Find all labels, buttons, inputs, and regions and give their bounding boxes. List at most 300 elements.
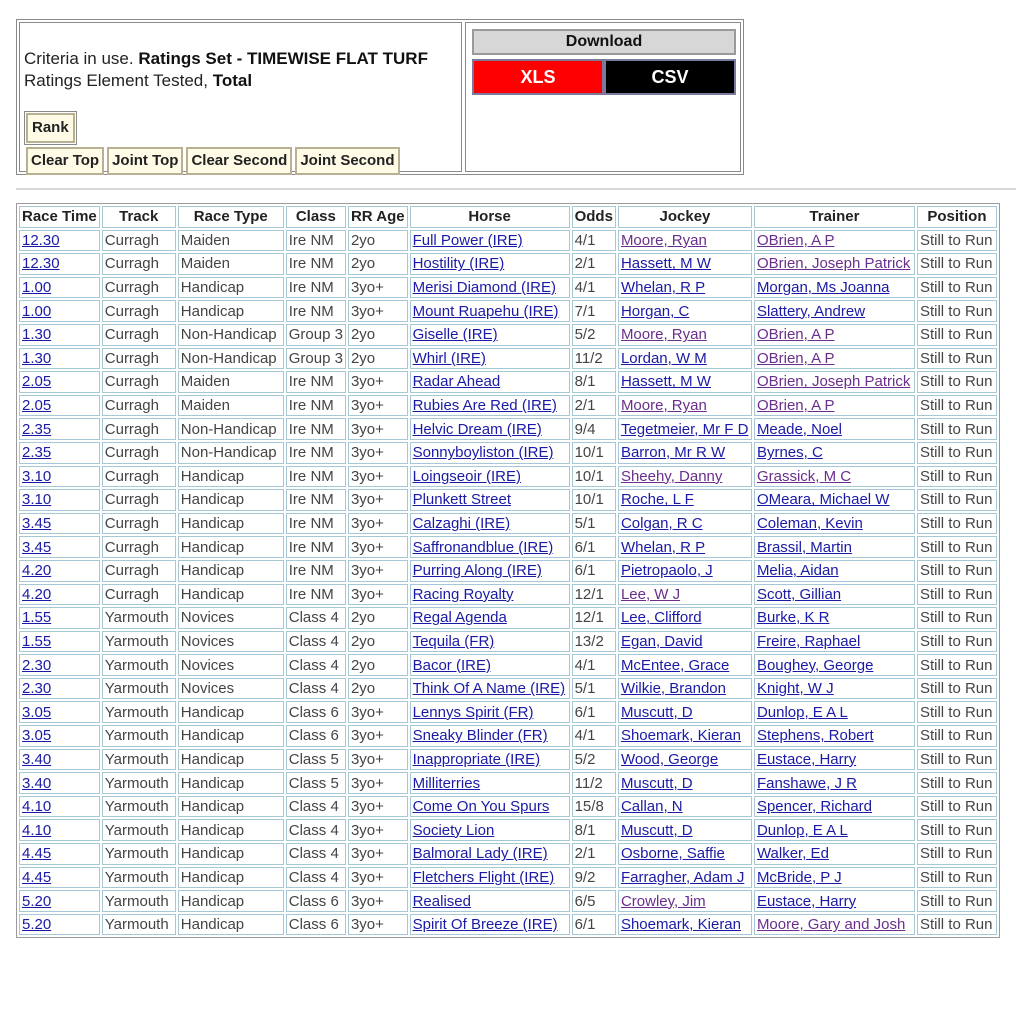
- trainer-cell: [754, 395, 915, 417]
- horse-cell: [410, 277, 570, 299]
- horse-link[interactable]: Purring Along (IRE): [412, 562, 542, 580]
- horse-link[interactable]: Radar Ahead: [412, 373, 501, 391]
- jockey-link[interactable]: Shoemark, Kieran: [620, 727, 741, 745]
- trainer-link[interactable]: Byrnes, C: [756, 444, 823, 462]
- jockey-link[interactable]: Tegetmeier, Mr F D: [620, 420, 749, 438]
- race-time-link[interactable]: 4.45: [22, 845, 52, 863]
- track-cell: Curragh: [102, 466, 176, 488]
- horse-cell: [410, 395, 570, 417]
- race-type-cell: Handicap: [178, 725, 284, 747]
- csv-download-button[interactable]: CSV: [604, 59, 736, 95]
- race-time-link[interactable]: 4.45: [22, 868, 52, 886]
- col-race-time: Race Time: [19, 206, 100, 228]
- odds-cell: 4/1: [572, 725, 616, 747]
- race-time-link[interactable]: 3.10: [22, 491, 52, 509]
- trainer-link[interactable]: Fanshawe, J R: [756, 774, 857, 792]
- race-time-link[interactable]: 4.10: [22, 821, 52, 839]
- race-time-link[interactable]: 3.10: [22, 467, 52, 485]
- trainer-cell: [754, 867, 915, 889]
- horse-link[interactable]: Helvic Dream (IRE): [412, 420, 542, 438]
- track-cell: Yarmouth: [102, 654, 176, 676]
- position-cell: Still to Run: [917, 371, 997, 393]
- race-time-link[interactable]: 3.45: [22, 515, 52, 533]
- clear-second-button[interactable]: Clear Second: [186, 147, 292, 175]
- horse-cell: [410, 654, 570, 676]
- race-time-link[interactable]: 2.35: [22, 420, 52, 438]
- jockey-cell: [618, 300, 752, 322]
- track-cell: Curragh: [102, 371, 176, 393]
- race-type-cell: Handicap: [178, 772, 284, 794]
- criteria-panel: [16, 19, 744, 175]
- horse-cell: [410, 678, 570, 700]
- horse-link[interactable]: Racing Royalty: [412, 585, 514, 603]
- race-time-link[interactable]: 3.40: [22, 750, 52, 768]
- class-cell: Class 6: [286, 701, 346, 723]
- jockey-link[interactable]: Sheehy, Danny: [620, 467, 723, 485]
- race-time-link[interactable]: 5.20: [22, 892, 52, 910]
- horse-link[interactable]: Loingseoir (IRE): [412, 467, 521, 485]
- ratings-set: Ratings Set - TIMEWISE FLAT TURF: [138, 49, 428, 68]
- jockey-link[interactable]: Hassett, M W: [620, 373, 711, 391]
- table-row: [19, 772, 997, 794]
- trainer-link[interactable]: Meade, Noel: [756, 420, 842, 438]
- race-time-link[interactable]: 1.00: [22, 279, 52, 297]
- horse-cell: [410, 631, 570, 653]
- trainer-cell: [754, 348, 915, 370]
- jockey-link[interactable]: Lee, W J: [620, 585, 681, 603]
- track-cell: Yarmouth: [102, 914, 176, 936]
- horse-link[interactable]: Sonnyboyliston (IRE): [412, 444, 554, 462]
- jockey-link[interactable]: Whelan, R P: [620, 279, 706, 297]
- race-time-link[interactable]: 5.20: [22, 916, 52, 934]
- jockey-cell: [618, 867, 752, 889]
- position-cell: Still to Run: [917, 230, 997, 252]
- table-row: [19, 584, 997, 606]
- race-type-cell: Handicap: [178, 513, 284, 535]
- horse-link[interactable]: Giselle (IRE): [412, 326, 498, 344]
- jockey-link[interactable]: Osborne, Saffie: [620, 845, 725, 863]
- trainer-cell: [754, 631, 915, 653]
- race-type-cell: Maiden: [178, 230, 284, 252]
- trainer-link[interactable]: Eustace, Harry: [756, 750, 857, 768]
- horse-link[interactable]: Lennys Spirit (FR): [412, 703, 534, 721]
- horse-link[interactable]: Inappropriate (IRE): [412, 750, 541, 768]
- jockey-cell: [618, 607, 752, 629]
- table-row: [19, 654, 997, 676]
- race-time-cell: [19, 914, 100, 936]
- odds-cell: 9/4: [572, 418, 616, 440]
- race-time-link[interactable]: 1.30: [22, 326, 52, 344]
- track-cell: Yarmouth: [102, 701, 176, 723]
- odds-cell: 5/2: [572, 324, 616, 346]
- odds-cell: 2/1: [572, 843, 616, 865]
- horse-cell: [410, 607, 570, 629]
- table-row: [19, 749, 997, 771]
- trainer-link[interactable]: Freire, Raphael: [756, 632, 861, 650]
- class-cell: Ire NM: [286, 584, 346, 606]
- position-cell: Still to Run: [917, 560, 997, 582]
- jockey-cell: [618, 772, 752, 794]
- rr-age-cell: 3yo+: [348, 300, 408, 322]
- class-cell: Class 4: [286, 796, 346, 818]
- jockey-link[interactable]: Crowley, Jim: [620, 892, 706, 910]
- class-cell: Ire NM: [286, 442, 346, 464]
- trainer-cell: [754, 749, 915, 771]
- horse-link[interactable]: Balmoral Lady (IRE): [412, 845, 548, 863]
- col-trainer: Trainer: [754, 206, 915, 228]
- trainer-cell: [754, 796, 915, 818]
- trainer-link[interactable]: Melia, Aidan: [756, 562, 839, 580]
- race-time-link[interactable]: 2.05: [22, 397, 52, 415]
- trainer-link[interactable]: OMeara, Michael W: [756, 491, 890, 509]
- horse-link[interactable]: Full Power (IRE): [412, 231, 523, 249]
- race-time-cell: [19, 560, 100, 582]
- position-cell: Still to Run: [917, 843, 997, 865]
- trainer-link[interactable]: Eustace, Harry: [756, 892, 857, 910]
- jockey-link[interactable]: Shoemark, Kieran: [620, 916, 741, 934]
- race-type-cell: Handicap: [178, 890, 284, 912]
- jockey-link[interactable]: Horgan, C: [620, 302, 690, 320]
- position-cell: Still to Run: [917, 631, 997, 653]
- race-time-link[interactable]: 2.30: [22, 680, 52, 698]
- trainer-link[interactable]: OBrien, Joseph Patrick: [756, 373, 911, 391]
- jockey-cell: [618, 701, 752, 723]
- class-cell: Group 3: [286, 324, 346, 346]
- trainer-link[interactable]: OBrien, A P: [756, 326, 835, 344]
- horse-link[interactable]: Regal Agenda: [412, 609, 507, 627]
- horse-link[interactable]: Tequila (FR): [412, 632, 495, 650]
- jockey-cell: [618, 678, 752, 700]
- race-type-cell: Non-Handicap: [178, 442, 284, 464]
- trainer-link[interactable]: Burke, K R: [756, 609, 830, 627]
- track-cell: Yarmouth: [102, 607, 176, 629]
- horse-link[interactable]: Milliterries: [412, 774, 481, 792]
- horse-cell: [410, 418, 570, 440]
- odds-cell: 6/1: [572, 914, 616, 936]
- position-cell: Still to Run: [917, 536, 997, 558]
- horse-link[interactable]: Think Of A Name (IRE): [412, 680, 566, 698]
- trainer-link[interactable]: Walker, Ed: [756, 845, 829, 863]
- trainer-link[interactable]: Stephens, Robert: [756, 727, 874, 745]
- race-time-link[interactable]: 1.30: [22, 349, 52, 367]
- trainer-link[interactable]: Spencer, Richard: [756, 798, 873, 816]
- jockey-link[interactable]: Hassett, M W: [620, 255, 711, 273]
- position-cell: Still to Run: [917, 749, 997, 771]
- race-time-cell: [19, 442, 100, 464]
- position-cell: Still to Run: [917, 489, 997, 511]
- odds-cell: 12/1: [572, 584, 616, 606]
- trainer-cell: [754, 324, 915, 346]
- track-cell: Yarmouth: [102, 867, 176, 889]
- xls-download-button[interactable]: XLS: [472, 59, 604, 95]
- class-cell: Ire NM: [286, 418, 346, 440]
- position-cell: Still to Run: [917, 418, 997, 440]
- jockey-link[interactable]: Whelan, R P: [620, 538, 706, 556]
- jockey-link[interactable]: Muscutt, D: [620, 703, 693, 721]
- position-cell: Still to Run: [917, 772, 997, 794]
- jockey-cell: [618, 230, 752, 252]
- divider: [16, 188, 1016, 190]
- joint-second-button[interactable]: Joint Second: [295, 147, 399, 175]
- track-cell: Curragh: [102, 348, 176, 370]
- jockey-link[interactable]: Moore, Ryan: [620, 231, 707, 249]
- horse-link[interactable]: Sneaky Blinder (FR): [412, 727, 548, 745]
- class-cell: Class 6: [286, 914, 346, 936]
- jockey-cell: [618, 513, 752, 535]
- trainer-cell: [754, 819, 915, 841]
- rr-age-cell: 3yo+: [348, 489, 408, 511]
- trainer-link[interactable]: Dunlop, E A L: [756, 821, 848, 839]
- race-time-cell: [19, 819, 100, 841]
- class-cell: Ire NM: [286, 466, 346, 488]
- joint-top-button[interactable]: Joint Top: [107, 147, 183, 175]
- horse-link[interactable]: Realised: [412, 892, 471, 910]
- horse-link[interactable]: Rubies Are Red (IRE): [412, 397, 557, 415]
- horse-link[interactable]: Spirit Of Breeze (IRE): [412, 916, 558, 934]
- class-cell: Ire NM: [286, 277, 346, 299]
- position-cell: Still to Run: [917, 701, 997, 723]
- jockey-link[interactable]: Farragher, Adam J: [620, 868, 745, 886]
- race-time-cell: [19, 607, 100, 629]
- jockey-link[interactable]: Colgan, R C: [620, 515, 703, 533]
- race-time-link[interactable]: 3.45: [22, 538, 52, 556]
- race-time-cell: [19, 253, 100, 275]
- rr-age-cell: 2yo: [348, 348, 408, 370]
- position-cell: Still to Run: [917, 890, 997, 912]
- horse-link[interactable]: Mount Ruapehu (IRE): [412, 302, 559, 320]
- race-time-link[interactable]: 12.30: [22, 255, 60, 273]
- race-time-link[interactable]: 1.55: [22, 609, 52, 627]
- track-cell: Curragh: [102, 230, 176, 252]
- trainer-cell: [754, 418, 915, 440]
- col-track: Track: [102, 206, 176, 228]
- jockey-link[interactable]: Callan, N: [620, 798, 683, 816]
- horse-link[interactable]: Society Lion: [412, 821, 495, 839]
- race-time-link[interactable]: 4.10: [22, 798, 52, 816]
- race-time-link[interactable]: 3.05: [22, 703, 52, 721]
- horse-link[interactable]: Saffronandblue (IRE): [412, 538, 554, 556]
- jockey-link[interactable]: Barron, Mr R W: [620, 444, 726, 462]
- race-time-link[interactable]: 2.35: [22, 444, 52, 462]
- jockey-link[interactable]: Muscutt, D: [620, 821, 693, 839]
- track-cell: Curragh: [102, 584, 176, 606]
- table-row: [19, 607, 997, 629]
- horse-link[interactable]: Hostility (IRE): [412, 255, 505, 273]
- jockey-link[interactable]: Wood, George: [620, 750, 719, 768]
- race-type-cell: Handicap: [178, 796, 284, 818]
- class-cell: Class 4: [286, 843, 346, 865]
- horse-cell: [410, 466, 570, 488]
- race-time-cell: [19, 395, 100, 417]
- rr-age-cell: 3yo+: [348, 560, 408, 582]
- track-cell: Yarmouth: [102, 819, 176, 841]
- trainer-cell: [754, 489, 915, 511]
- position-cell: Still to Run: [917, 654, 997, 676]
- race-time-cell: [19, 584, 100, 606]
- trainer-link[interactable]: OBrien, A P: [756, 349, 835, 367]
- horse-cell: [410, 253, 570, 275]
- trainer-cell: [754, 466, 915, 488]
- table-body: [19, 230, 997, 936]
- race-type-cell: Handicap: [178, 466, 284, 488]
- rr-age-cell: 3yo+: [348, 890, 408, 912]
- class-cell: Class 4: [286, 867, 346, 889]
- odds-cell: 7/1: [572, 300, 616, 322]
- jockey-link[interactable]: Moore, Ryan: [620, 397, 707, 415]
- odds-cell: 4/1: [572, 654, 616, 676]
- class-cell: Ire NM: [286, 560, 346, 582]
- trainer-link[interactable]: Scott, Gillian: [756, 585, 842, 603]
- race-time-link[interactable]: 3.05: [22, 727, 52, 745]
- trainer-link[interactable]: McBride, P J: [756, 868, 842, 886]
- jockey-link[interactable]: McEntee, Grace: [620, 656, 730, 674]
- position-cell: Still to Run: [917, 277, 997, 299]
- table-row: [19, 560, 997, 582]
- col-odds: Odds: [572, 206, 616, 228]
- trainer-link[interactable]: Moore, Gary and Josh: [756, 916, 906, 934]
- rr-age-cell: 3yo+: [348, 819, 408, 841]
- trainer-cell: [754, 371, 915, 393]
- jockey-cell: [618, 749, 752, 771]
- header-row: [19, 206, 997, 228]
- race-time-cell: [19, 418, 100, 440]
- horse-link[interactable]: Come On You Spurs: [412, 798, 550, 816]
- trainer-link[interactable]: Dunlop, E A L: [756, 703, 848, 721]
- criteria-text: [24, 48, 428, 92]
- race-time-link[interactable]: 1.00: [22, 302, 52, 320]
- track-cell: Curragh: [102, 395, 176, 417]
- table-row: [19, 914, 997, 936]
- trainer-link[interactable]: OBrien, Joseph Patrick: [756, 255, 911, 273]
- col-race-type: Race Type: [178, 206, 284, 228]
- race-type-cell: Handicap: [178, 277, 284, 299]
- position-cell: Still to Run: [917, 584, 997, 606]
- class-cell: Class 4: [286, 654, 346, 676]
- race-type-cell: Novices: [178, 678, 284, 700]
- horse-cell: [410, 536, 570, 558]
- clear-top-button[interactable]: Clear Top: [26, 147, 104, 175]
- position-cell: Still to Run: [917, 819, 997, 841]
- trainer-link[interactable]: Brassil, Martin: [756, 538, 852, 556]
- trainer-link[interactable]: Morgan, Ms Joanna: [756, 279, 890, 297]
- rr-age-cell: 3yo+: [348, 772, 408, 794]
- horse-link[interactable]: Fletchers Flight (IRE): [412, 868, 555, 886]
- jockey-link[interactable]: Muscutt, D: [620, 774, 693, 792]
- track-cell: Yarmouth: [102, 749, 176, 771]
- track-cell: Curragh: [102, 253, 176, 275]
- table-row: [19, 277, 997, 299]
- trainer-link[interactable]: OBrien, A P: [756, 231, 835, 249]
- trainer-cell: [754, 300, 915, 322]
- odds-cell: 4/1: [572, 277, 616, 299]
- race-time-link[interactable]: 1.55: [22, 632, 52, 650]
- criteria-box: [19, 22, 462, 172]
- trainer-link[interactable]: OBrien, A P: [756, 397, 835, 415]
- rr-age-cell: 3yo+: [348, 914, 408, 936]
- race-time-link[interactable]: 2.05: [22, 373, 52, 391]
- position-cell: Still to Run: [917, 607, 997, 629]
- table-row: [19, 867, 997, 889]
- class-cell: Ire NM: [286, 371, 346, 393]
- race-type-cell: Maiden: [178, 395, 284, 417]
- jockey-link[interactable]: Moore, Ryan: [620, 326, 707, 344]
- jockey-link[interactable]: Lee, Clifford: [620, 609, 702, 627]
- trainer-link[interactable]: Coleman, Kevin: [756, 515, 863, 533]
- results-table: [16, 203, 1000, 938]
- jockey-link[interactable]: Wilkie, Brandon: [620, 680, 726, 698]
- race-time-cell: [19, 796, 100, 818]
- position-cell: Still to Run: [917, 678, 997, 700]
- trainer-link[interactable]: Knight, W J: [756, 680, 834, 698]
- race-time-link[interactable]: 4.20: [22, 562, 52, 580]
- race-time-cell: [19, 631, 100, 653]
- odds-cell: 4/1: [572, 230, 616, 252]
- table-row: [19, 536, 997, 558]
- horse-cell: [410, 371, 570, 393]
- table-row: [19, 300, 997, 322]
- jockey-link[interactable]: Pietropaolo, J: [620, 562, 713, 580]
- rr-age-cell: 2yo: [348, 253, 408, 275]
- horse-cell: [410, 489, 570, 511]
- race-time-cell: [19, 277, 100, 299]
- trainer-link[interactable]: Slattery, Andrew: [756, 302, 866, 320]
- odds-cell: 6/1: [572, 701, 616, 723]
- race-type-cell: Handicap: [178, 867, 284, 889]
- odds-cell: 5/1: [572, 513, 616, 535]
- class-cell: Ire NM: [286, 395, 346, 417]
- race-time-link[interactable]: 3.40: [22, 774, 52, 792]
- jockey-link[interactable]: Lordan, W M: [620, 349, 707, 367]
- table-row: [19, 466, 997, 488]
- odds-cell: 10/1: [572, 442, 616, 464]
- horse-link[interactable]: Merisi Diamond (IRE): [412, 279, 556, 297]
- jockey-cell: [618, 654, 752, 676]
- horse-link[interactable]: Calzaghi (IRE): [412, 515, 511, 533]
- jockey-link[interactable]: Roche, L F: [620, 491, 694, 509]
- jockey-link[interactable]: Egan, David: [620, 632, 703, 650]
- jockey-cell: [618, 843, 752, 865]
- jockey-cell: [618, 253, 752, 275]
- track-cell: Yarmouth: [102, 725, 176, 747]
- horse-cell: [410, 442, 570, 464]
- trainer-link[interactable]: Boughey, George: [756, 656, 874, 674]
- rr-age-cell: 2yo: [348, 324, 408, 346]
- race-time-cell: [19, 749, 100, 771]
- horse-link[interactable]: Whirl (IRE): [412, 349, 486, 367]
- horse-link[interactable]: Plunkett Street: [412, 491, 511, 509]
- race-time-cell: [19, 371, 100, 393]
- rr-age-cell: 3yo+: [348, 442, 408, 464]
- race-time-link[interactable]: 2.30: [22, 656, 52, 674]
- criteria-line-2: [24, 70, 428, 92]
- table-row: [19, 348, 997, 370]
- position-cell: Still to Run: [917, 466, 997, 488]
- col-rr-age: RR Age: [348, 206, 408, 228]
- race-time-link[interactable]: 4.20: [22, 585, 52, 603]
- race-time-link[interactable]: 12.30: [22, 231, 60, 249]
- table-row: [19, 678, 997, 700]
- race-type-cell: Novices: [178, 654, 284, 676]
- table-row: [19, 631, 997, 653]
- rank-button[interactable]: Rank: [26, 113, 75, 143]
- class-cell: Ire NM: [286, 536, 346, 558]
- odds-cell: 11/2: [572, 772, 616, 794]
- race-type-cell: Novices: [178, 607, 284, 629]
- track-cell: Yarmouth: [102, 843, 176, 865]
- horse-link[interactable]: Bacor (IRE): [412, 656, 491, 674]
- trainer-link[interactable]: Grassick, M C: [756, 467, 852, 485]
- trainer-cell: [754, 843, 915, 865]
